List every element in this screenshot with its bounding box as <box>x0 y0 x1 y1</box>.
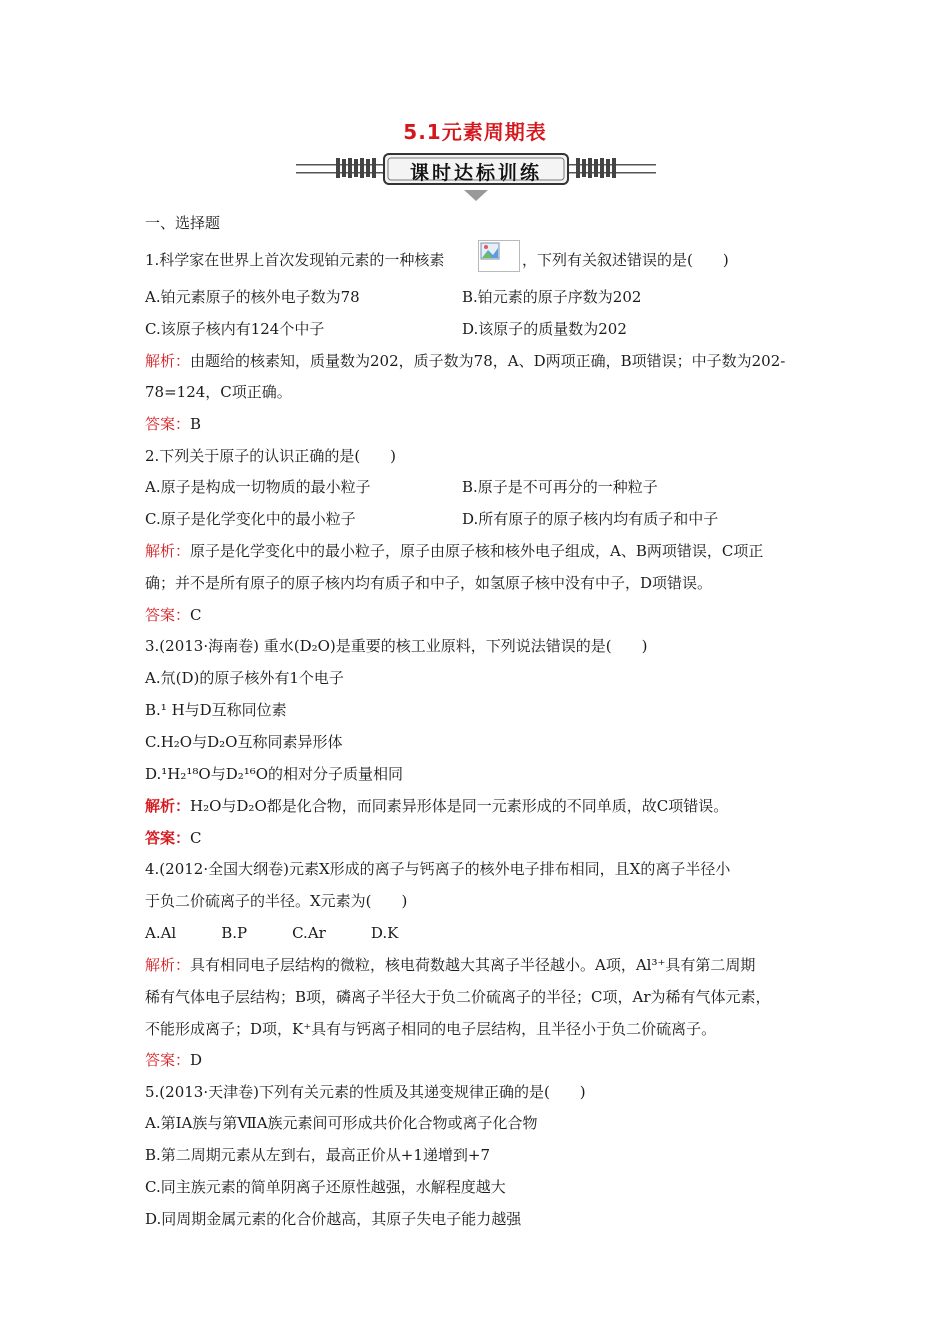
q2-analysis-label: 解析： <box>145 542 191 560</box>
q1-stem-part1: 1.科学家在世界上首次发现铂元素的一种核素 <box>145 251 445 269</box>
q1-answer-label: 答案： <box>145 415 191 433</box>
q2-analysis-line1: 原子是化学变化中的最小粒子，原子由原子核和核外电子组成，A、B两项错误，C项正 <box>190 542 764 560</box>
section-heading: 一、选择题 <box>145 214 221 232</box>
q5-stem: 5.(2013·天津卷)下列有关元素的性质及其递变规律正确的是( ) <box>145 1083 586 1101</box>
q2-answer-label: 答案： <box>145 606 191 624</box>
q4-options: A.Al B.P C.Ar D.K <box>145 924 399 942</box>
nuclide-image <box>478 240 520 272</box>
q1-option-d: D.该原子的质量数为202 <box>462 320 627 338</box>
q3-option-a: A.氘(D)的原子核外有1个电子 <box>145 669 344 687</box>
q4-stem-line2: 于负二价硫离子的半径。X元素为( ) <box>145 892 408 910</box>
q2-option-b: B.原子是不可再分的一种粒子 <box>462 478 658 496</box>
page-title: 5.1元素周期表 <box>403 120 547 144</box>
q1-analysis-label: 解析： <box>145 352 191 370</box>
q4-analysis-line2: 稀有气体电子层结构；B项，磷离子半径大于负二价硫离子的半径；C项，Ar为稀有气体元素， <box>145 988 771 1006</box>
q4-analysis-label: 解析： <box>145 956 191 974</box>
q1-option-b: B.铂元素的原子序数为202 <box>462 288 642 306</box>
q5-option-b: B.第二周期元素从左到右，最高正价从+1递增到+7 <box>145 1146 491 1164</box>
q1-option-c: C.该原子核内有124个中子 <box>145 320 325 338</box>
q4-analysis-line3: 不能形成离子；D项，K⁺具有与钙离子相同的电子层结构，且半径小于负二价硫离子。 <box>145 1020 717 1038</box>
q2-option-c: C.原子是化学变化中的最小粒子 <box>145 510 356 528</box>
q3-stem: 3.(2013·海南卷) 重水(D₂O)是重要的核工业原料，下列说法错误的是( ) <box>145 637 648 655</box>
q2-stem: 2.下列关于原子的认识正确的是( ) <box>145 447 397 465</box>
q3-option-d: D.¹H₂¹⁸O与D₂¹⁶O的相对分子质量相同 <box>145 765 404 783</box>
q4-answer-label: 答案： <box>145 1051 191 1069</box>
q1-answer: B <box>190 415 202 433</box>
banner-label: 课时达标训练 <box>409 162 542 184</box>
q2-option-a: A.原子是构成一切物质的最小粒子 <box>145 478 371 496</box>
q3-analysis-label: 解析： <box>145 797 191 815</box>
q3-option-b: B.¹ H与D互称同位素 <box>145 701 287 719</box>
broken-image-icon <box>479 241 519 271</box>
q4-answer: D <box>190 1051 203 1069</box>
q1-stem-part2: ，下列有关叙述错误的是( ) <box>522 251 729 269</box>
q5-option-a: A.第ⅠA族与第ⅦA族元素间可形成共价化合物或离子化合物 <box>145 1114 538 1132</box>
q2-answer: C <box>190 606 202 624</box>
q5-option-d: D.同周期金属元素的化合价越高，其原子失电子能力越强 <box>145 1210 522 1228</box>
q3-option-c: C.H₂O与D₂O互称同素异形体 <box>145 733 343 751</box>
q2-option-d: D.所有原子的原子核内均有质子和中子 <box>462 510 719 528</box>
q3-answer-label: 答案： <box>145 829 191 847</box>
q5-option-c: C.同主族元素的简单阴离子还原性越强，水解程度越大 <box>145 1178 506 1196</box>
q3-analysis-line1: H₂O与D₂O都是化合物，而同素异形体是同一元素形成的不同单质，故C项错误。 <box>190 797 729 815</box>
q4-stem-line1: 4.(2012·全国大纲卷)元素X形成的离子与钙离子的核外电子排布相同，且X的离子半径小 <box>145 860 731 878</box>
q1-analysis-line1: 由题给的核素知，质量数为202，质子数为78，A、D两项正确，B项错误；中子数为202- <box>190 352 786 370</box>
q1-analysis-line2: 78=124，C项正确。 <box>145 383 292 401</box>
q4-analysis-line1: 具有相同电子层结构的微粒，核电荷数越大其离子半径越小。A项，Al³⁺具有第二周期 <box>190 956 756 974</box>
q3-answer: C <box>190 829 202 847</box>
q1-option-a: A.铂元素原子的核外电子数为78 <box>145 288 360 306</box>
q2-analysis-line2: 确；并不是所有原子的原子核内均有质子和中子，如氢原子核中没有中子，D项错误。 <box>145 574 713 592</box>
